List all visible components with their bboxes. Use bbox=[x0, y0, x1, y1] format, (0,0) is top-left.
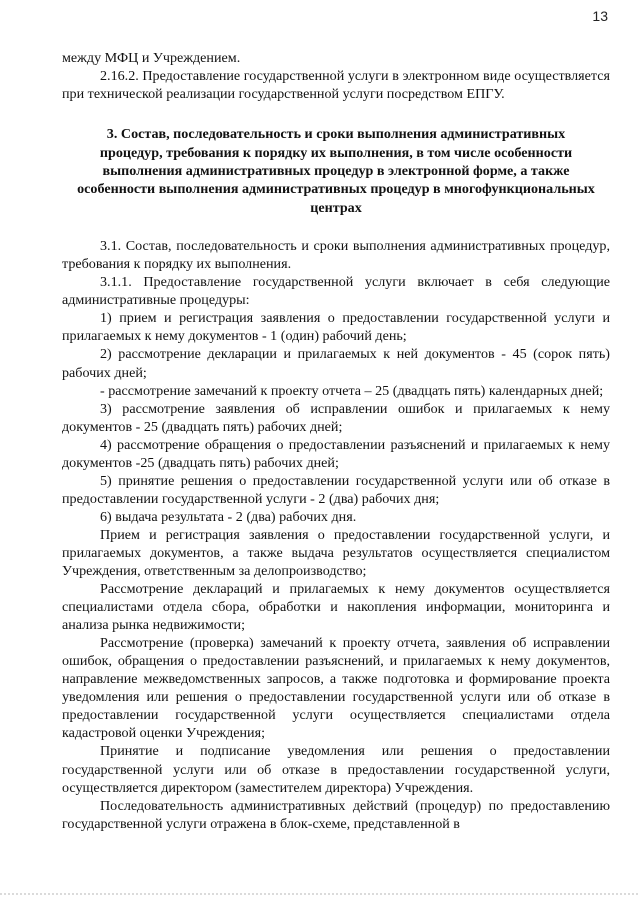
list-item-6: 6) выдача результата - 2 (два) рабочих дня. bbox=[100, 508, 357, 525]
paragraph-continuation: между МФЦ и Учреждением. bbox=[62, 50, 241, 66]
list-item-5: 5) принятие решения о предоставлении государственной услуги или об отказе в предоставлении государственной услуги - 2 (два) рабочих дня; bbox=[62, 472, 610, 507]
page-number: 13 bbox=[592, 8, 608, 24]
list-item-3: 3) рассмотрение заявления об исправлении ошибок и прилагаемых к нему документов - 25 (двадцать пять) рабочих дней; bbox=[62, 400, 610, 435]
paragraph-declarations: Рассмотрение деклараций и прилагаемых к нему документов осуществляется специалистами отдела сбора, обработки и накопления информации, мониторинга и анализа рынка недвижимости; bbox=[62, 581, 610, 634]
list-item-1: 1) прием и регистрация заявления о предоставлении государственной услуги и прилагаемых к нему документов - 1 (один) рабочий день; bbox=[62, 310, 610, 345]
section-heading: 3. Состав, последовательность и сроки выполнения административных процедур, требования к порядку их выполнения, в том числе особенности выполнения административных процедур в электронной форме, а также особенности выполнения административных процедур в многофункциональных центрах bbox=[77, 126, 595, 216]
scan-edge-divider bbox=[0, 893, 640, 895]
document-body bbox=[62, 49, 610, 833]
paragraph-3-1-1: 3.1.1. Предоставление государственной услуги включает в себя следующие административные процедуры: bbox=[62, 274, 610, 309]
paragraph-decision: Принятие и подписание уведомления или решения о предоставлении государственной услуги или об отказе в предоставлении государственной услуги, осуществляется директором (заместителем директора) Учреждения. bbox=[62, 743, 610, 796]
paragraph-review: Рассмотрение (проверка) замечаний к проекту отчета, заявления об исправлении ошибок, обращения о предоставлении разъяснений, и прилагаемых к нему документов, направление межведомственных запросов, а также подготовка и формирование проекта уведомления или решения о предоставлении государственной услуги или об отказе в предоставлении государственной услуги осуществляется специалистами отдела кадастровой оценки Учреждения; bbox=[62, 635, 610, 742]
list-item-dash: - рассмотрение замечаний к проекту отчета – 25 (двадцать пять) календарных дней; bbox=[100, 382, 604, 399]
paragraph-2-16-2: 2.16.2. Предоставление государственной услуги в электронном виде осуществляется при технической реализации государственной услуги посредством ЕПГУ. bbox=[62, 68, 610, 103]
list-item-2: 2) рассмотрение декларации и прилагаемых к ней документов - 45 (сорок пять) рабочих дней; bbox=[62, 346, 610, 381]
paragraph-sequence: Последовательность административных действий (процедур) по предоставлению государственной услуги отражена в блок-схеме, представленной в bbox=[62, 797, 610, 832]
paragraph-reception: Прием и регистрация заявления о предоставлении государственной услуги, и прилагаемых документов, а также выдача результатов осуществляется специалистом Учреждения, ответственным за делопроизводство; bbox=[62, 526, 610, 580]
list-item-4: 4) рассмотрение обращения о предоставлении разъяснений и прилагаемых к нему документов -25 (двадцать пять) рабочих дней; bbox=[62, 436, 610, 471]
paragraph-3-1: 3.1. Состав, последовательность и сроки выполнения административных процедур, требования к порядку их выполнения. bbox=[62, 238, 610, 273]
